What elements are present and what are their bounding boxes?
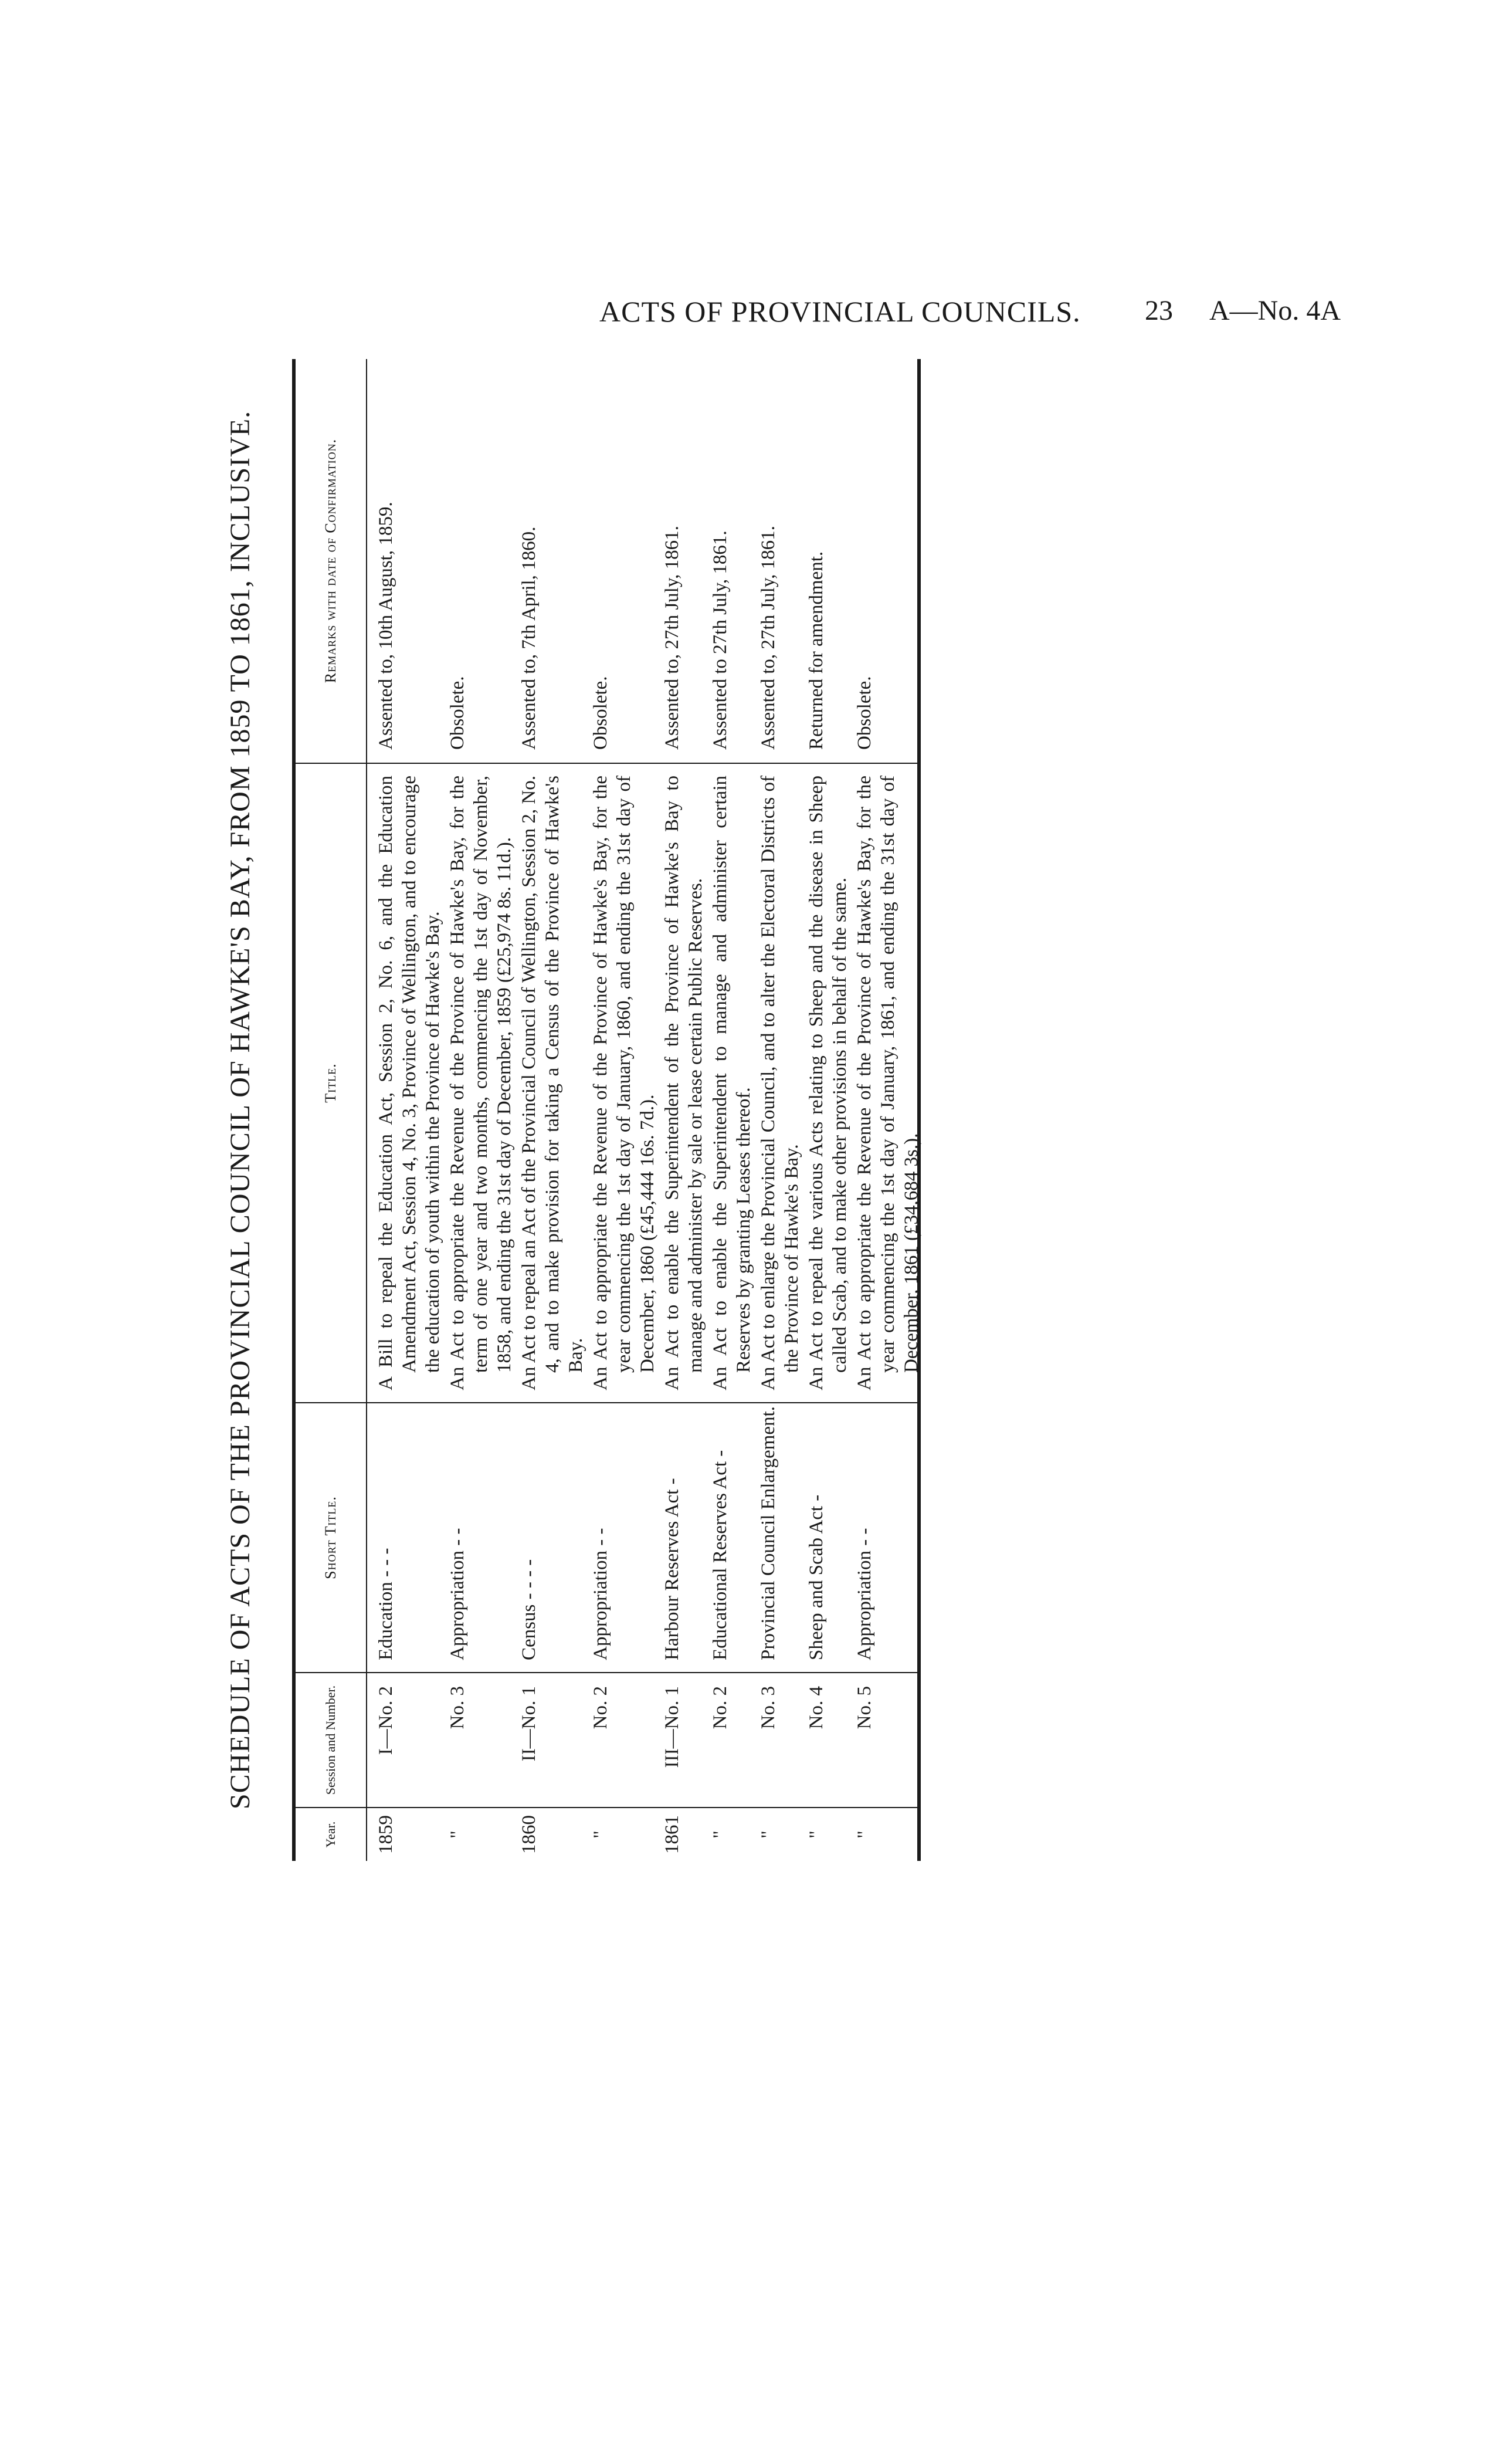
cell-session: II—No. 1 — [518, 1686, 540, 1762]
cell-title — [517, 770, 588, 1397]
cell-year: " — [806, 1830, 827, 1839]
column-divider — [296, 763, 917, 764]
cell-short-title: Census - - - - — [518, 1559, 540, 1660]
cell-short-title: Appropriation - - — [447, 1528, 468, 1660]
page-number: 23 — [1145, 295, 1173, 326]
cell-year: 1861 — [662, 1815, 683, 1854]
cell-remarks: Assented to, 10th August, 1859. — [375, 502, 396, 750]
cell-year: 1860 — [518, 1815, 540, 1854]
cell-title — [446, 770, 516, 1397]
cell-title — [853, 770, 923, 1397]
cell-remarks: Assented to, 7th April, 1860. — [518, 526, 540, 750]
cell-remarks: Obsolete. — [447, 676, 468, 750]
cell-year: " — [758, 1830, 779, 1839]
cell-title — [708, 770, 755, 1397]
cell-session: I—No. 2 — [375, 1686, 396, 1755]
title-text: An Act to repeal an Act of the Provincial Council of Wellington, Session 2, No. 4, and to make provision for taking a Census of the Province of Hawke's Bay. — [518, 776, 586, 1390]
cell-session: No. 5 — [854, 1686, 875, 1729]
cell-title — [660, 770, 707, 1397]
cell-year: " — [854, 1830, 875, 1839]
cell-year: " — [710, 1830, 731, 1839]
cell-short-title: Sheep and Scab Act - — [806, 1494, 827, 1660]
cell-session: No. 2 — [590, 1686, 611, 1729]
cell-short-title: Educational Reserves Act - — [710, 1450, 731, 1660]
col-header-remarks: Remarks with date of Confirmation. — [296, 359, 367, 763]
cell-year: 1859 — [375, 1815, 396, 1854]
cell-session: No. 3 — [758, 1686, 779, 1729]
cell-title — [805, 770, 852, 1397]
title-text: An Act to appropriate the Revenue of the Province of Hawke's Bay, for the year commencing the 1st day of January, 1861, and ending the 31st day of December, 1861 (£34,684 3s.). — [854, 776, 922, 1390]
cell-session: No. 4 — [806, 1686, 827, 1729]
cell-remarks: Assented to 27th July, 1861. — [710, 530, 731, 750]
cell-remarks: Assented to, 27th July, 1861. — [662, 526, 683, 750]
page-heading: ACTS OF PROVINCIAL COUNCILS. — [599, 295, 1081, 328]
cell-short-title: Appropriation - - — [854, 1528, 875, 1660]
cell-short-title: Provincial Council Enlargement. — [758, 1406, 779, 1660]
cell-title — [589, 770, 659, 1397]
title-text: An Act to appropriate the Revenue of the Province of Hawke's Bay, for the year commencing the 1st day of January, 1860, and ending the 31st day of December, 1860 (£45,444 16s. 7d.). — [590, 776, 658, 1390]
col-header-year: Year. — [296, 1808, 367, 1861]
paper-reference: A—No. 4A — [1209, 295, 1341, 326]
schedule-title: SCHEDULE OF ACTS OF THE PROVINCIAL COUNCIL OF HAWKE'S BAY, FROM 1859 TO 1861, INCLUSIVE. — [225, 410, 256, 1810]
cell-short-title: Harbour Reserves Act - — [662, 1478, 683, 1660]
cell-year: " — [447, 1830, 468, 1839]
cell-title — [374, 770, 445, 1397]
cell-session: III—No. 1 — [662, 1686, 683, 1768]
title-text: An Act to enlarge the Provincial Council, and to alter the Electoral Districts of the Province of Hawke's Bay. — [758, 776, 802, 1390]
cell-session: No. 3 — [447, 1686, 468, 1729]
cell-title — [757, 770, 803, 1397]
column-divider — [296, 1672, 917, 1673]
cell-remarks: Obsolete. — [590, 676, 611, 750]
cell-remarks: Obsolete. — [854, 676, 875, 750]
col-header-title: Title. — [296, 764, 367, 1402]
title-text: An Act to enable the Superintendent of the Province of Hawke's Bay to manage and administer by sale or lease certain Public Reserves. — [662, 776, 706, 1390]
title-text: A Bill to repeal the Education Act, Session 2, No. 6, and the Education Amendment Act, Session 4, No. 3, Province of Wellington, and to encourage the education of youth within the Province of Hawke's Bay. — [375, 776, 443, 1390]
cell-short-title: Education - - - — [375, 1548, 396, 1660]
col-header-session: Session and Number. — [296, 1673, 367, 1807]
schedule-block — [223, 359, 985, 1861]
title-text: An Act to enable the Superintendent to manage and administer certain Reserves by granting Leases thereof. — [710, 776, 754, 1390]
cell-remarks: Returned for amendment. — [806, 551, 827, 750]
cell-year: " — [590, 1830, 611, 1839]
cell-session: No. 2 — [710, 1686, 731, 1729]
title-text: An Act to appropriate the Revenue of the Province of Hawke's Bay, for the term of one year and two months, commencing the 1st day of November, 1858, and ending the 31st day of December, 1859 (£25,974 8s. 11d.). — [447, 776, 515, 1390]
col-header-short-title: Short Title. — [296, 1403, 367, 1672]
cell-short-title: Appropriation - - — [590, 1528, 611, 1660]
title-text: An Act to repeal the various Acts relating to Sheep and the disease in Sheep called Scab, and to make other provisions in behalf of the same. — [806, 776, 850, 1390]
schedule-table — [292, 359, 921, 1861]
cell-remarks: Assented to, 27th July, 1861. — [758, 526, 779, 750]
